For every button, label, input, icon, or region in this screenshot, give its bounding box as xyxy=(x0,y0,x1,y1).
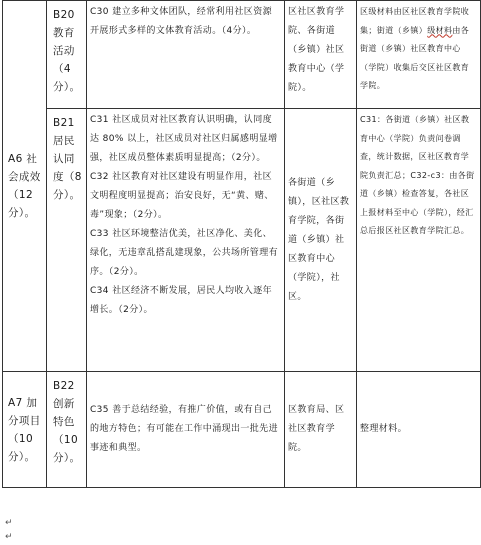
evaluation-table xyxy=(2,0,481,488)
method-text: 由各街道（乡镇）社区教育中心（学院）收集后交区社区教育学院。 xyxy=(360,25,470,90)
criterion-c31: C31 社区成员对社区教育认识明确，认同度达 80% 以上，社区成员对社区归属感明显增强，社区成员整体素质明显提高；（2分）。 xyxy=(90,115,278,163)
level2-cell: B20 教育活动（4分）。 xyxy=(47,1,87,109)
unit-cell: 区教育局、区社区教育学院。 xyxy=(285,372,357,488)
table-row xyxy=(3,109,481,372)
content-cell: C35 善于总结经验，有推广价值，或有自己的地方特色；有可能在工作中涌现出一批先进事迹和典型。 xyxy=(87,372,285,488)
paragraph-mark: ↵ xyxy=(5,532,13,542)
spell-flagged-text: 级材料 xyxy=(427,25,453,35)
content-cell: C30 建立多种文体团队，经常利用社区资源开展形式多样的文体教育活动。（4分）。 xyxy=(87,1,285,109)
method-cell: 整理材料。 xyxy=(357,372,481,488)
table-row xyxy=(3,372,481,488)
criterion-c34: C34 社区经济不断发展，居民人均收入逐年增长。（2分）。 xyxy=(90,286,272,315)
criterion-c33: C33 社区环境整洁优美，社区净化、美化、绿化，无违章乱搭乱建现象，公共场所管理有序。（2分）。 xyxy=(90,229,279,277)
unit-cell: 区社区教育学院、各街道（乡镇）社区教育中心（学院）。 xyxy=(285,1,357,109)
level2-cell: B22 创新特色（10分）。 xyxy=(47,372,87,488)
unit-cell: 各街道（乡镇），区社区教育学院，各街道（乡镇）社区教育中心（学院），社区。 xyxy=(285,109,357,372)
method-cell: C31：各街道（乡镇）社区教育中心（学院）负责问卷调查，统计数据，区社区教育学院负责汇总；C32-c3：由各街道（乡镇）检查答复，各社区上报材料至中心（学院），经汇总后报区社区教育学院汇总。 xyxy=(357,109,481,372)
content-cell xyxy=(87,109,285,372)
level2-cell: B21 居民认同度（8分）。 xyxy=(47,109,87,372)
level1-cell: A6 社会成效（12分）。 xyxy=(3,1,47,372)
level1-cell: A7 加分项目（10分）。 xyxy=(3,372,47,488)
method-cell xyxy=(357,1,481,109)
paragraph-mark: ↵ xyxy=(5,518,13,528)
criterion-c32: C32 社区教育对社区建设有明显作用，社区文明程度明显提高；治安良好，无“黄、赌、毒”现象；（2分）。 xyxy=(90,172,274,220)
method-text: 区级材料由区社区教育学院收集；街道（乡镇） xyxy=(360,7,470,35)
table-row xyxy=(3,1,481,109)
